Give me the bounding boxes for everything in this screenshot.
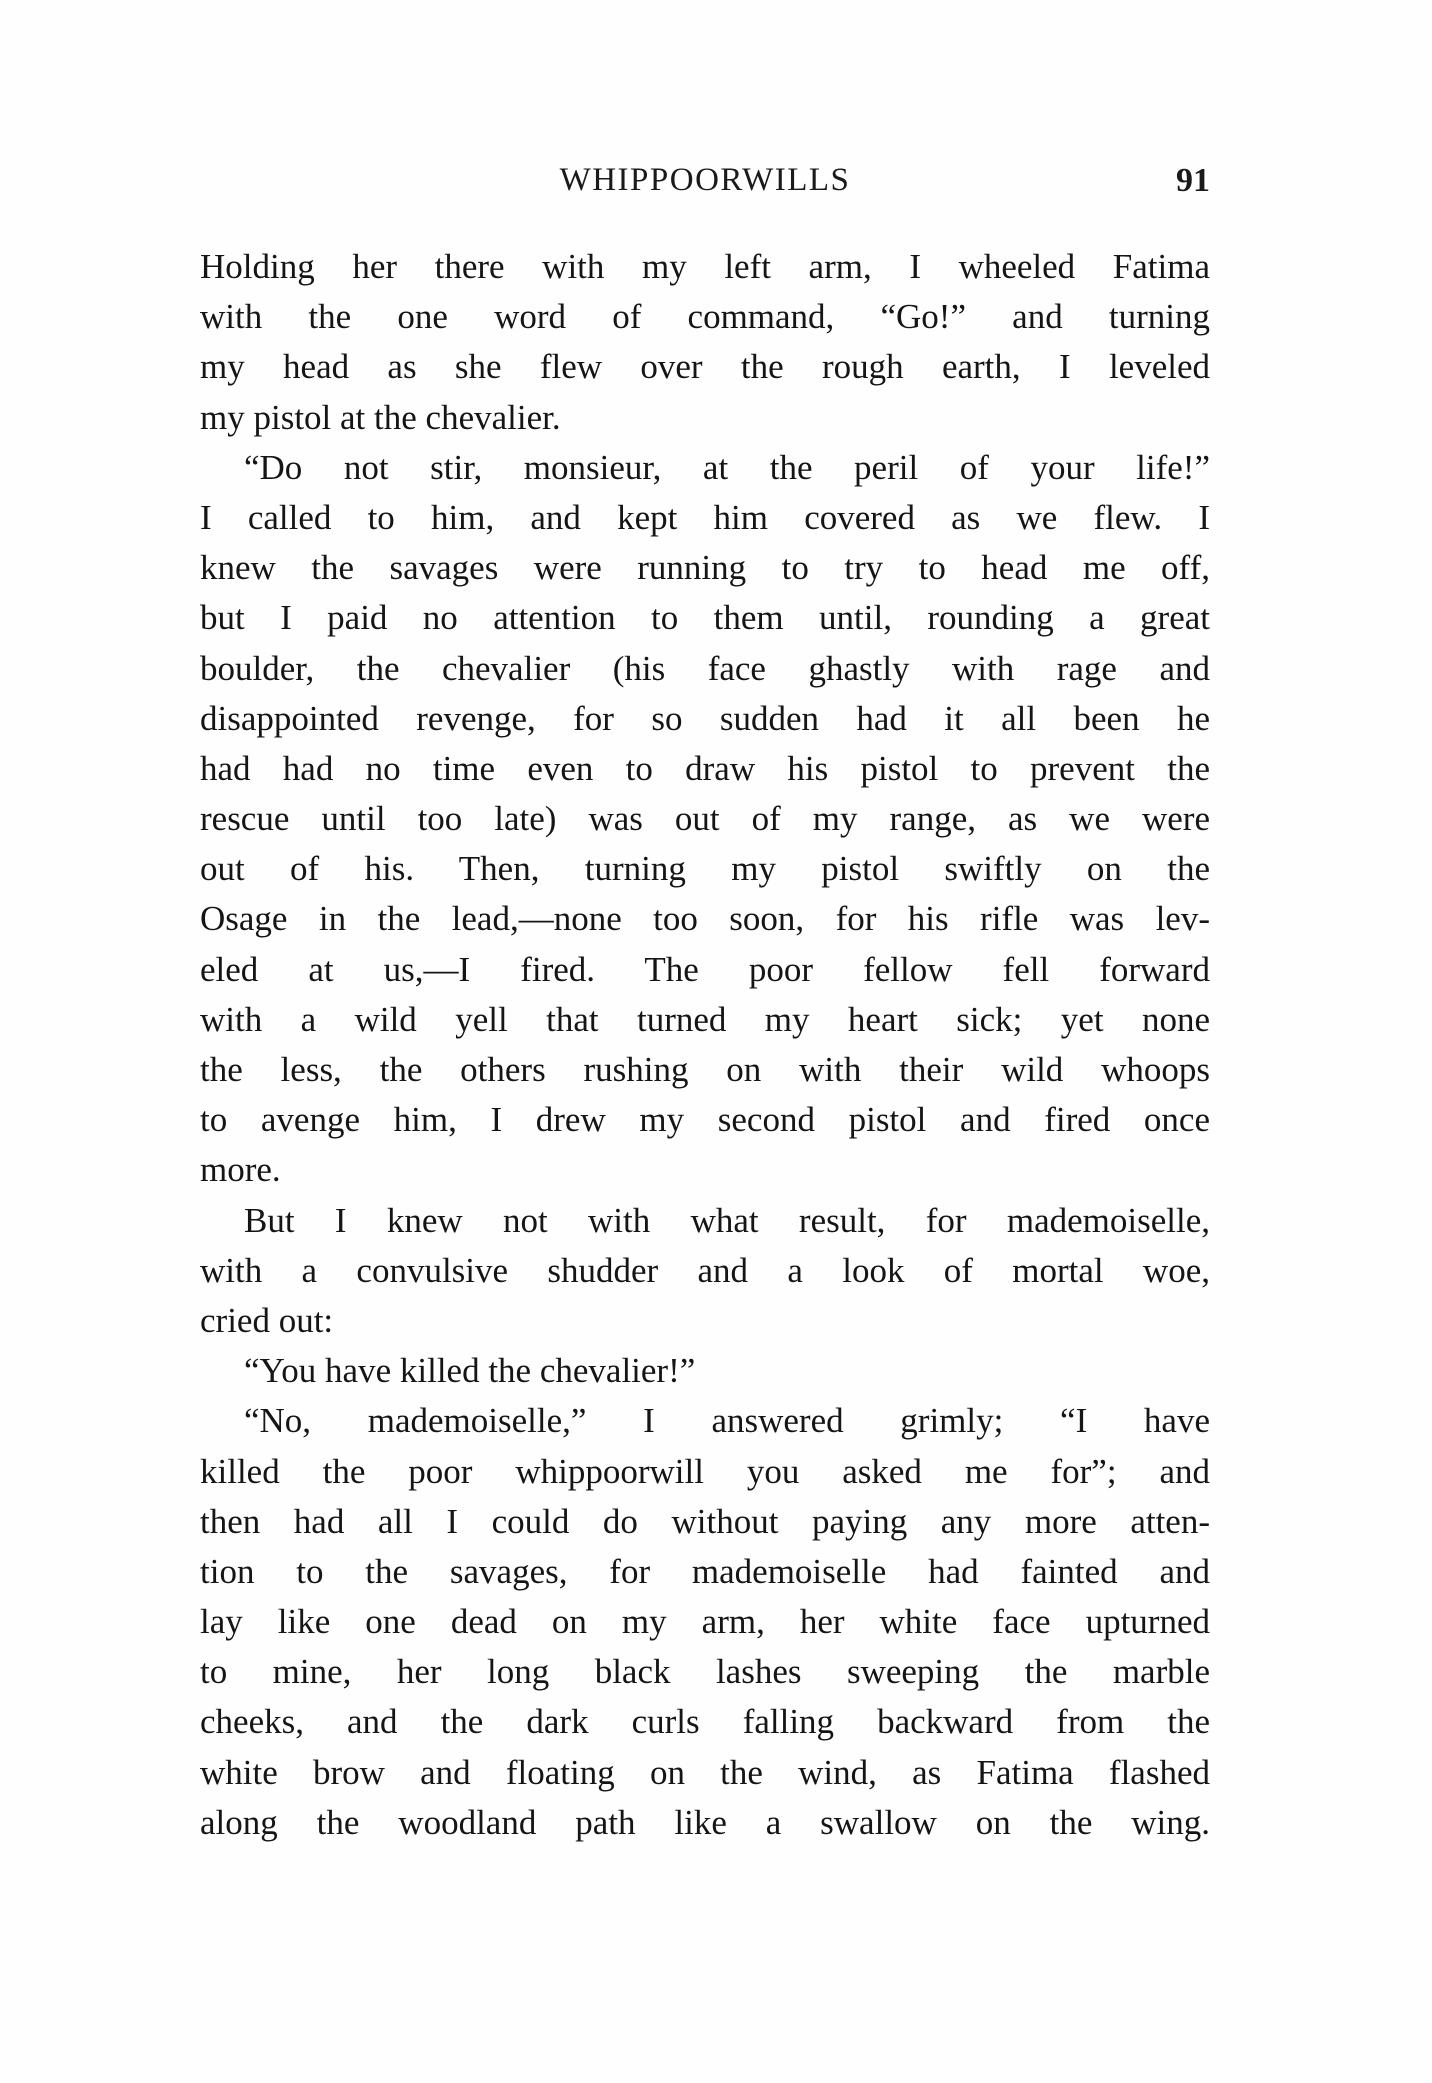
text-line: tion to the savages, for mademoiselle had fainted and [200,1551,1210,1591]
text-line: my pistol at the chevalier. [200,397,561,437]
text-line: cheeks, and the dark curls falling backward from the [200,1702,1210,1742]
body-text [200,242,1210,1848]
text-line: to avenge him, I drew my second pistol and fired once [200,1100,1210,1140]
text-line: with a wild yell that turned my heart sick; yet none [200,999,1210,1039]
text-line: out of his. Then, turning my pistol swiftly on the [200,849,1210,889]
text-line: the less, the others rushing on with their wild whoops [200,1050,1210,1089]
text-line: more. [200,1150,281,1190]
text-line: killed the poor whippoorwill you asked me for”; and [200,1451,1210,1491]
text-line: Osage in the lead,—none too soon, for his rifle was lev- [200,899,1210,939]
text-line: rescue until too late) was out of my range, as we were [200,799,1210,839]
text-line: cried out: [200,1300,334,1340]
text-line: Holding her there with my left arm, I wheeled Fatima [200,247,1210,286]
text-line: But I knew not with what result, for mademoiselle, [244,1200,1210,1240]
text-line: then had all I could do without paying any more atten- [200,1501,1210,1541]
text-line: “You have killed the chevalier!” [244,1351,696,1391]
text-line: lay like one dead on my arm, her white face upturned [200,1602,1210,1642]
text-line: along the woodland path like a swallow on the wing. [200,1802,1210,1842]
text-line: I called to him, and kept him covered as we flew. I [200,497,1210,537]
text-line: boulder, the chevalier (his face ghastly with rage and [200,648,1210,688]
running-title: WHIPPOORWILLS [559,162,851,198]
text-line: my head as she flew over the rough earth, I leveled [200,347,1210,387]
text-line: but I paid no attention to them until, rounding a great [200,598,1210,638]
text-line: disappointed revenge, for so sudden had it all been he [200,698,1210,738]
text-line: “Do not stir, monsieur, at the peril of your life!” [244,447,1210,487]
text-line: eled at us,—I fired. The poor fellow fell forward [200,949,1210,989]
text-line: white brow and floating on the wind, as Fatima flashed [200,1752,1210,1792]
text-line: “No, mademoiselle,” I answered grimly; “I have [244,1401,1210,1441]
text-line: knew the savages were running to try to head me off, [200,548,1210,588]
page-number: 91 [1176,162,1210,199]
text-line: with a convulsive shudder and a look of mortal woe, [200,1250,1210,1290]
text-line: with the one word of command, “Go!” and turning [200,297,1210,337]
running-head [200,162,1210,212]
text-line: to mine, her long black lashes sweeping the marble [200,1652,1210,1692]
text-line: had had no time even to draw his pistol to prevent the [200,748,1210,788]
